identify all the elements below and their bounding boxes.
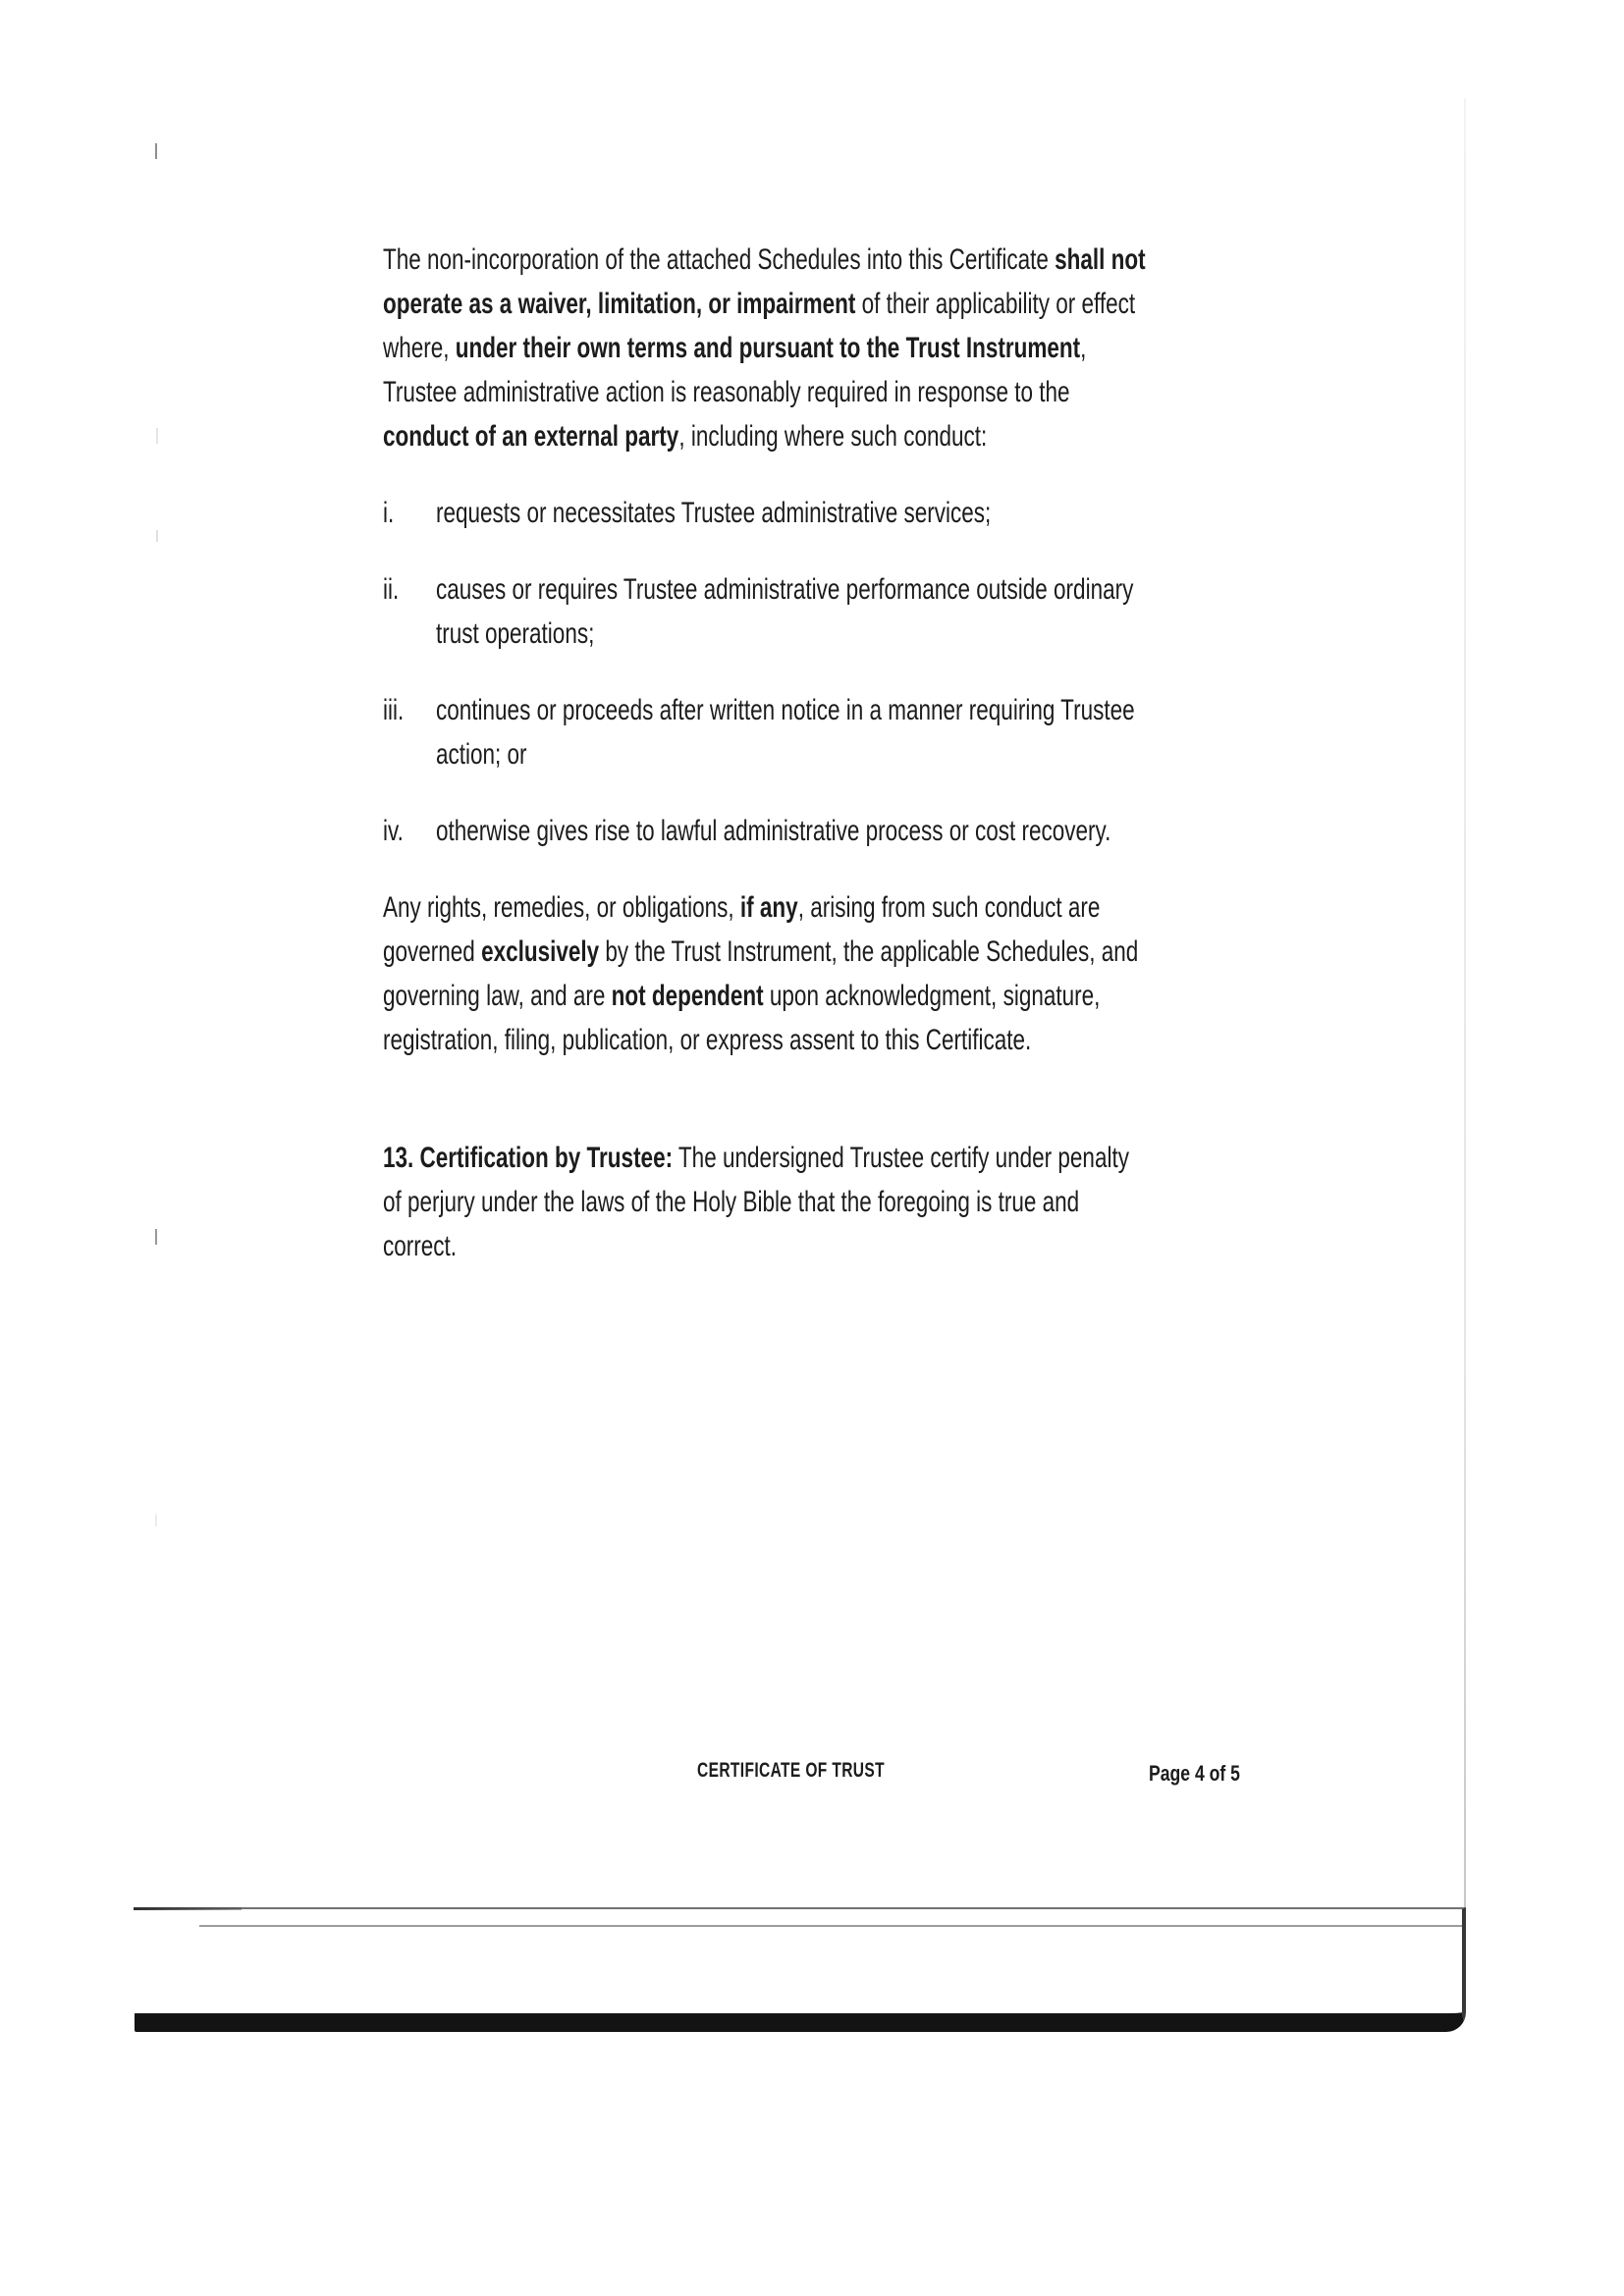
- scan-artifact-bottom-edge: [135, 1907, 1466, 2032]
- list-item-i: [383, 491, 991, 535]
- footer-page-number: Page 4 of 5: [1149, 1761, 1240, 1786]
- block-text: requests or necessitates Trustee administrative services;: [436, 497, 992, 529]
- paragraph-certification: [383, 1136, 1129, 1268]
- scan-artifact-tick: [155, 1229, 157, 1245]
- footer-doc-title: CERTIFICATE OF TRUST: [697, 1759, 885, 1782]
- list-marker: iv.: [383, 815, 404, 847]
- scan-artifact-tick: [155, 143, 157, 159]
- block-text: continues or proceeds after written notice in a manner requiring Trustee action; or: [436, 694, 1135, 771]
- list-item-iv: [383, 809, 1110, 853]
- scan-artifact-tick: [156, 428, 158, 444]
- block-text: The non-incorporation of the attached Schedules into this Certificate shall not operate as a waiver, limitation, or impairment of their applicability or effect where, under their own terms and pursuant to the Trust Instrument, Trustee administrative action is reasonably required in response to the conduct of an external party, including where such conduct:: [383, 243, 1146, 453]
- list-marker: ii.: [383, 573, 400, 606]
- paragraph-rights-remedies: [383, 885, 1138, 1062]
- block-text: Any rights, remedies, or obligations, if any, arising from such conduct are governed exclusively by the Trust Instrument, the applicable Schedules, and governing law, and are not dependent upon acknowledgment, signature, registration, filing, publication, or express assent to this Certificate.: [383, 891, 1139, 1056]
- scan-artifact-second-line: [199, 1925, 1463, 1927]
- block-text: otherwise gives rise to lawful administrative process or cost recovery.: [436, 815, 1111, 847]
- scan-artifact-tick: [156, 530, 158, 542]
- list-marker: i.: [383, 497, 395, 529]
- block-text: 13. Certification by Trustee: The undersigned Trustee certify under penalty of perjury under the laws of the Holy Bible that the foregoing is true and correct.: [383, 1142, 1129, 1262]
- list-item-ii: [383, 567, 1133, 656]
- list-marker: iii.: [383, 694, 405, 726]
- paragraph-non-incorporation: [383, 238, 1146, 458]
- document-body: [383, 238, 1245, 1301]
- list-item-iii: [383, 688, 1135, 776]
- scan-artifact-top-line-dark-segment: [134, 1907, 242, 1910]
- scan-artifact-tick: [155, 1515, 157, 1526]
- scan-artifact-paper-right-edge: [1464, 98, 1466, 1907]
- block-text: causes or requires Trustee administrative performance outside ordinary trust operations;: [436, 573, 1134, 650]
